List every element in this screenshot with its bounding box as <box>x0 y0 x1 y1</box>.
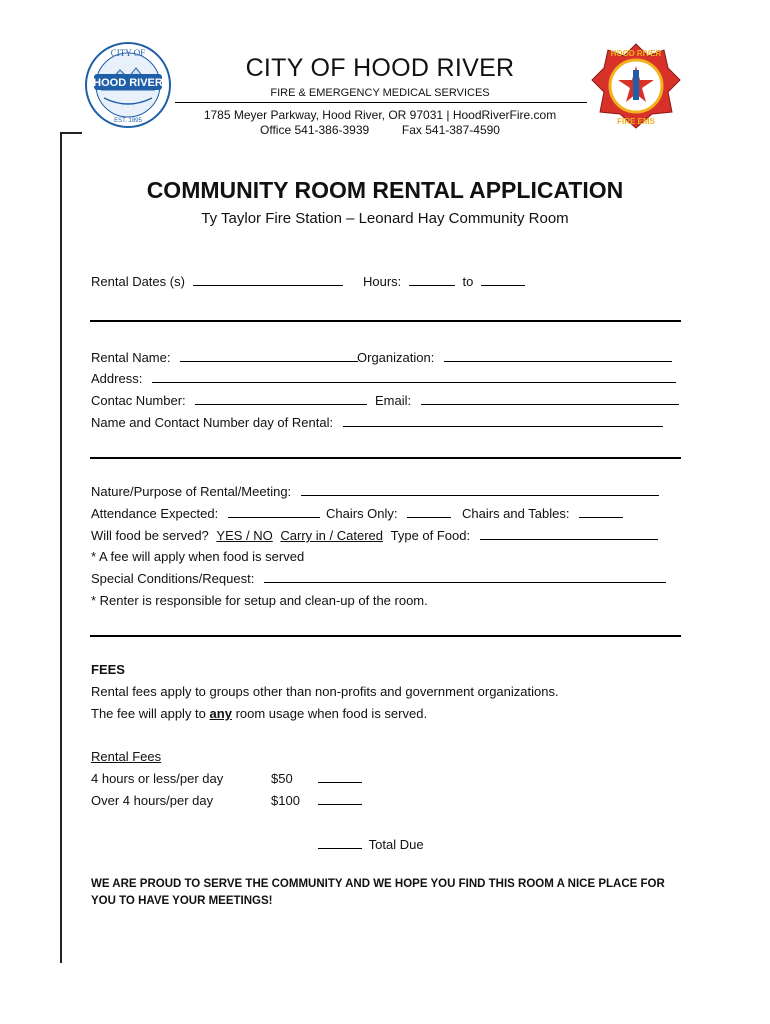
purpose-row <box>91 484 659 499</box>
rental-dates-label: Rental Dates (s) <box>91 274 185 289</box>
section-divider <box>90 320 681 322</box>
total-due-label: Total Due <box>368 837 424 852</box>
chairs-only-row <box>326 506 451 521</box>
total-due-row <box>318 837 424 852</box>
fire-logo-bottom-text: FIRE EMS <box>617 117 655 126</box>
contact-number-row <box>91 393 367 408</box>
day-of-rental-label: Name and Contact Number day of Rental: <box>91 415 334 430</box>
organization-field[interactable] <box>444 350 672 362</box>
form-title: COMMUNITY ROOM RENTAL APPLICATION <box>146 177 624 203</box>
fee-row-price: $100 <box>271 793 300 808</box>
yes-no-option[interactable]: YES / NO <box>216 528 273 543</box>
office-phone: Office 541-386-3939 <box>260 123 370 137</box>
address-row <box>91 371 676 386</box>
fees-line-2-post: room usage when food is served. <box>235 706 428 721</box>
attendance-label: Attendance Expected: <box>91 506 219 521</box>
rental-fees-heading: Rental Fees <box>91 749 162 764</box>
email-field[interactable] <box>421 393 679 405</box>
address-label: Address: <box>91 371 143 386</box>
fees-line-2-pre: The fee will apply to <box>91 706 206 721</box>
day-of-rental-field[interactable] <box>343 415 663 427</box>
fee-row-label: Over 4 hours/per day <box>91 793 214 808</box>
city-logo-middle-text: HOOD RIVER <box>93 77 163 89</box>
hood-river-fire-ems-logo <box>588 40 684 132</box>
city-of-hood-river-logo <box>80 40 176 130</box>
fees-line-2 <box>91 706 427 721</box>
email-row <box>375 393 679 408</box>
fee-row-label: 4 hours or less/per day <box>91 771 224 786</box>
hours-to-field[interactable] <box>481 274 525 286</box>
header-phone-fax <box>175 123 585 137</box>
special-conditions-label: Special Conditions/Request: <box>91 571 255 586</box>
rental-dates-field[interactable] <box>193 274 343 286</box>
attendance-field[interactable] <box>228 506 320 518</box>
hours-from-field[interactable] <box>409 274 455 286</box>
fee-row-blank[interactable] <box>318 771 362 783</box>
form-subtitle: Ty Taylor Fire Station – Leonard Hay Community Room <box>201 210 569 227</box>
food-fee-note: * A fee will apply when food is served <box>91 549 305 564</box>
hours-label: Hours: <box>363 274 402 289</box>
rental-dates-row <box>91 274 343 289</box>
chairs-tables-row <box>462 506 623 521</box>
contact-number-field[interactable] <box>195 393 367 405</box>
hours-to-label: to <box>462 274 474 289</box>
total-due-field[interactable] <box>318 837 362 849</box>
organization-row <box>357 350 672 365</box>
chairs-tables-field[interactable] <box>579 506 623 518</box>
chairs-tables-label: Chairs and Tables: <box>462 506 570 521</box>
margin-bracket-top <box>60 132 82 134</box>
section-divider <box>90 457 681 459</box>
fees-line-1: Rental fees apply to groups other than non-profits and government organizations. <box>91 684 559 699</box>
food-served-row <box>91 528 658 543</box>
rental-name-field[interactable] <box>180 350 358 362</box>
city-logo-bottom-text: EST. 1895 <box>114 118 142 124</box>
section-divider <box>90 635 681 637</box>
contact-number-label: Contac Number: <box>91 393 186 408</box>
rental-name-row <box>91 350 358 365</box>
organization-label: Organization: <box>357 350 435 365</box>
closing-line-1: WE ARE PROUD TO SERVE THE COMMUNITY AND WE HOPE YOU FIND THIS ROOM A NICE PLACE FOR <box>91 878 665 890</box>
address-field[interactable] <box>152 371 676 383</box>
chairs-only-label: Chairs Only: <box>326 506 398 521</box>
header-title: CITY OF HOOD RIVER <box>245 54 515 82</box>
special-conditions-field[interactable] <box>264 571 666 583</box>
food-served-label: Will food be served? <box>91 528 209 543</box>
fire-logo-top-text: HOOD RIVER <box>610 49 662 58</box>
header-rule <box>175 102 587 103</box>
closing-line-2: YOU TO HAVE YOUR MEETINGS! <box>91 895 273 907</box>
carry-in-catered-option[interactable]: Carry in / Catered <box>280 528 383 543</box>
city-logo-top-text: CITY OF <box>110 48 146 58</box>
hours-row <box>363 274 525 289</box>
fee-row-field <box>318 771 362 786</box>
purpose-label: Nature/Purpose of Rental/Meeting: <box>91 484 292 499</box>
attendance-row <box>91 506 320 521</box>
header-subtitle: FIRE & EMERGENCY MEDICAL SERVICES <box>270 87 490 99</box>
fee-row-field <box>318 793 362 808</box>
rental-name-label: Rental Name: <box>91 350 171 365</box>
fee-row-blank[interactable] <box>318 793 362 805</box>
type-of-food-label: Type of Food: <box>390 528 471 543</box>
email-label: Email: <box>375 393 412 408</box>
margin-bracket-line <box>60 133 62 963</box>
day-of-rental-row <box>91 415 663 430</box>
fee-row-price: $50 <box>271 771 293 786</box>
setup-note: * Renter is responsible for setup and clean-up of the room. <box>91 593 428 608</box>
chairs-only-field[interactable] <box>407 506 451 518</box>
fees-line-2-emphasis: any <box>209 706 232 721</box>
header-address: 1785 Meyer Parkway, Hood River, OR 97031 | HoodRiverFire.com <box>203 108 557 122</box>
type-of-food-field[interactable] <box>480 528 658 540</box>
purpose-field[interactable] <box>301 484 659 496</box>
special-conditions-row <box>91 571 666 586</box>
fax-number: Fax 541-387-4590 <box>401 123 500 137</box>
fees-heading: FEES <box>91 662 125 677</box>
